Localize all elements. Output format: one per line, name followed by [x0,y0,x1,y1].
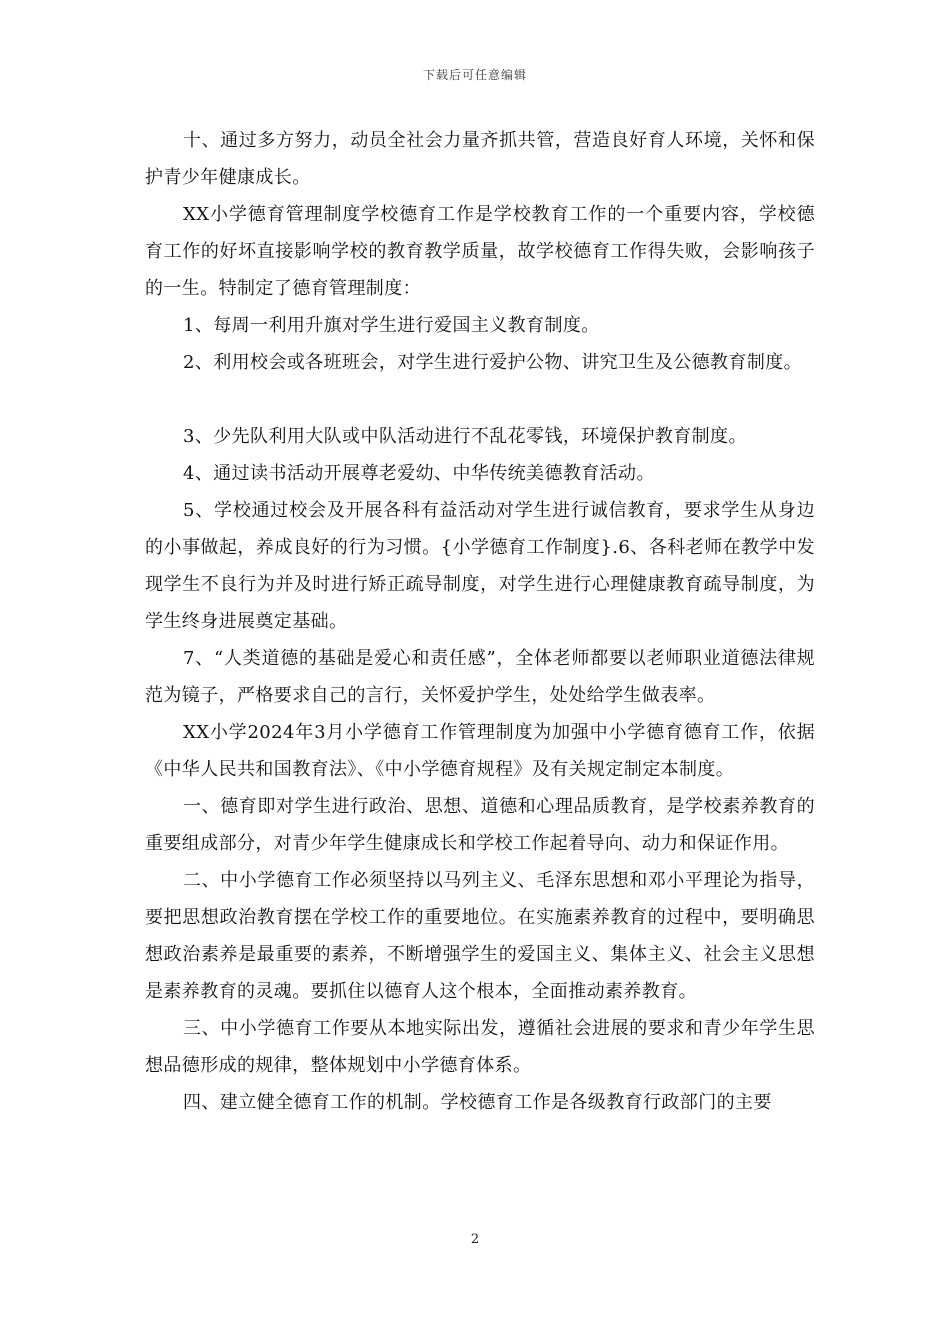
paragraph: 7、“人类道德的基础是爱心和责任感”，全体老师都要以老师职业道德法律规范为镜子，严格要求自己的言行，关怀爱护学生，处处给学生做表率。 [145,648,815,706]
document-body [145,122,815,1121]
paragraph: 十、通过多方努力，动员全社会力量齐抓共管，营造良好育人环境，关怀和保护青少年健康成长。 [145,130,815,188]
paragraph: 5、学校通过校会及开展各科有益活动对学生进行诚信教育，要求学生从身边的小事做起，养成良好的行为习惯。{小学德育工作制度}.6、各科老师在教学中发现学生不良行为并及时进行矫正疏导制度，对学生进行心理健康教育疏导制度，为学生终身进展奠定基础。 [145,500,815,632]
page-header: 下载后可任意编辑 [422,68,527,82]
paragraph: 3、少先队利用大队或中队活动进行不乱花零钱，环境保护教育制度。 [183,426,747,447]
page-number: 2 [470,1232,480,1247]
paragraph: 三、中小学德育工作要从本地实际出发，遵循社会进展的要求和青少年学生思想品德形成的规律，整体规划中小学德育体系。 [145,1018,815,1076]
paragraph: 1、每周一利用升旗对学生进行爱国主义教育制度。 [183,315,600,336]
paragraph: XX小学德育管理制度学校德育工作是学校教育工作的一个重要内容，学校德育工作的好坏直接影响学校的教育教学质量，故学校德育工作得失败，会影响孩子的一生。特制定了德育管理制度： [145,204,815,299]
paragraph: 4、通过读书活动开展尊老爱幼、中华传统美德教育活动。 [183,463,655,484]
paragraph: 一、德育即对学生进行政治、思想、道德和心理品质教育，是学校素养教育的重要组成部分，对青少年学生健康成长和学校工作起着导向、动力和保证作用。 [145,796,815,854]
paragraph: 四、建立健全德育工作的机制。学校德育工作是各级教育行政部门的主要 [183,1092,772,1113]
blank-line [145,381,815,418]
paragraph: 二、中小学德育工作必须坚持以马列主义、毛泽东思想和邓小平理论为指导，要把思想政治教育摆在学校工作的重要地位。在实施素养教育的过程中，要明确思想政治素养是最重要的素养，不断增强学生的爱国主义、集体主义、社会主义思想是素养教育的灵魂。要抓住以德育人这个根本，全面推动素养教育。 [145,870,815,1002]
paragraph: XX小学2024年3月小学德育工作管理制度为加强中小学德育德育工作，依据《中华人民共和国教育法》、《中小学德育规程》及有关规定制定本制度。 [145,722,815,780]
paragraph: 2、利用校会或各班班会，对学生进行爱护公物、讲究卫生及公德教育制度。 [183,352,803,373]
